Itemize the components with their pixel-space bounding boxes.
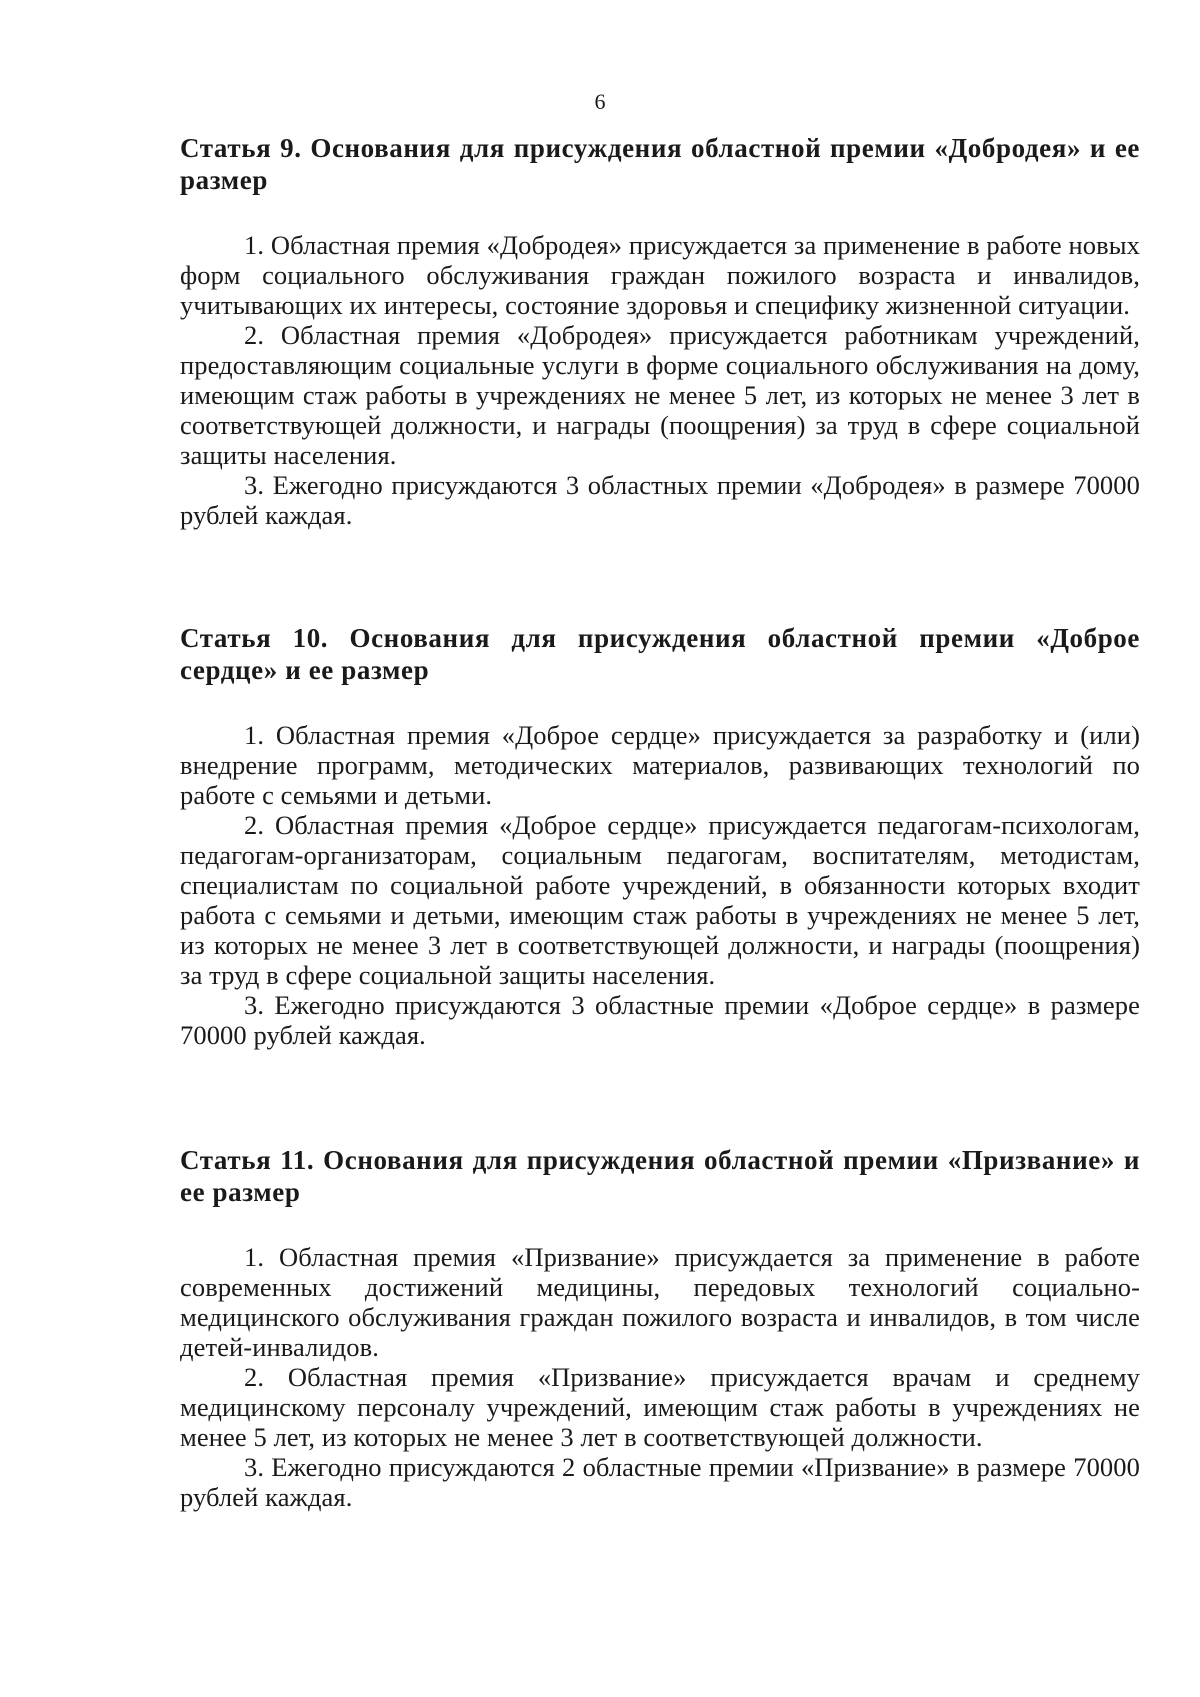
article-paragraph: 2. Областная премия «Добродея» присуждается работникам учреждений, предоставляющим социальные услуги в форме социального обслуживания на дому, имеющим стаж работы в учреждениях не менее 5 лет, из которых не менее 3 лет в соответствующей должности, и награды (поощрения) за труд в сфере социальной защиты населения. (180, 320, 1140, 470)
article-paragraph: 3. Ежегодно присуждаются 3 областных премии «Добродея» в размере 70000 рублей каждая. (180, 470, 1140, 530)
article-paragraph: 3. Ежегодно присуждаются 3 областные премии «Доброе сердце» в размере 70000 рублей каждая. (180, 990, 1140, 1050)
article-paragraph: 2. Областная премия «Доброе сердце» присуждается педагогам-психологам, педагогам-организаторам, социальным педагогам, воспитателям, методистам, специалистам по социальной работе учреждений, в обязанности которых входит работа с семьями и детьми, имеющим стаж работы в учреждениях не менее 5 лет, из которых не менее 3 лет в соответствующей должности, и награды (поощрения) за труд в сфере социальной защиты населения. (180, 810, 1140, 990)
article-9 (180, 132, 1140, 530)
article-paragraph: 1. Областная премия «Призвание» присуждается за применение в работе современных достижений медицины, передовых технологий социально-медицинского обслуживания граждан пожилого возраста и инвалидов, в том числе детей-инвалидов. (180, 1242, 1140, 1362)
article-paragraph: 1. Областная премия «Добродея» присуждается за применение в работе новых форм социального обслуживания граждан пожилого возраста и инвалидов, учитывающих их интересы, состояние здоровья и специфику жизненной ситуации. (180, 230, 1140, 320)
article-paragraph: 1. Областная премия «Доброе сердце» присуждается за разработку и (или) внедрение программ, методических материалов, развивающих технологий по работе с семьями и детьми. (180, 720, 1140, 810)
article-paragraph: 3. Ежегодно присуждаются 2 областные премии «Призвание» в размере 70000 рублей каждая. (180, 1452, 1140, 1512)
article-title: Статья 9. Основания для присуждения областной премии «Добродея» и ее размер (180, 133, 1140, 195)
article-10 (180, 622, 1140, 1050)
article-11 (180, 1144, 1140, 1512)
article-title: Статья 10. Основания для присуждения областной премии «Доброе сердце» и ее размер (180, 623, 1140, 685)
article-paragraph: 2. Областная премия «Призвание» присуждается врачам и среднему медицинскому персоналу учреждений, имеющим стаж работы в учреждениях не менее 5 лет, из которых не менее 3 лет в соответствующей должности. (180, 1362, 1140, 1452)
article-title: Статья 11. Основания для присуждения областной премии «Призвание» и ее размер (180, 1145, 1140, 1207)
page-number: 6 (594, 89, 606, 114)
